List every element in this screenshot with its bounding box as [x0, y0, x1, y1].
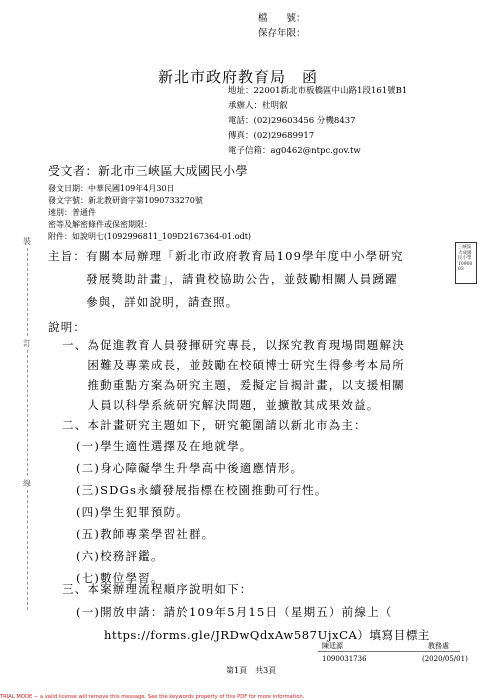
margin-mark-bind: 裝: [23, 237, 31, 246]
binding-line-upper: [27, 248, 28, 336]
contact-phone: 電話：(02)29603456 分機8437: [228, 116, 356, 126]
document-title: 新北市政府教育局 函: [158, 68, 319, 86]
apply-line-2: https://forms.gle/JRDwQdxAw587UjxCA）填寫目標主: [104, 628, 431, 642]
recipient: 受文者：新北市三峽區大成國民小學: [48, 164, 249, 178]
file-number-label: 檔 號：: [258, 13, 306, 24]
trial-mode-notice: TRIAL MODE − a valid license will remove this message. See the keywords property of this PDF for more information.: [0, 694, 305, 700]
topic-5: (五)教師專業學習社群。: [76, 527, 215, 541]
binding-line-lower: [27, 490, 28, 610]
item-one-line-2: 困難及專業成長，並鼓勵在校碩博士研究生得參考本局所: [62, 358, 405, 372]
item-two-line-1: 二、本計畫研究主題如下，研究範圍請以新北市為主：: [62, 418, 367, 432]
receipt-stamp-text: 三峽區大成國民小學1090003: [458, 245, 473, 272]
margin-mark-line: 線: [23, 479, 31, 488]
security-level: 密等及解密條件或保密期限：: [48, 220, 152, 229]
topic-2: (二)身心障礙學生升學高中後適應情形。: [76, 461, 304, 475]
contact-fax: 傳真：(02)29689917: [228, 131, 315, 141]
delivery-speed: 速別：普通件: [48, 208, 96, 217]
contact-address: 地址：22001新北市板橋區中山路1段161號B1: [228, 86, 408, 96]
item-one-line-4: 人員以科學系統研究解決問題，並擴散其成果效益。: [62, 398, 380, 412]
item-one-line-1: 一、為促進教育人員發揮研究專長，以探究教育現場問題解決: [62, 338, 405, 352]
item-three-line-1: 三、本案辦理流程順序說明如下：: [62, 582, 253, 596]
issue-date: 發文日期：中華民國109年4月30日: [48, 184, 175, 193]
attachment: 附件：如說明七(1092996811_109D2167364-01.odt): [48, 232, 252, 241]
contact-email: 電子信箱：ag0462@ntpc.gov.tw: [228, 146, 361, 156]
page-number: 第1頁 共3頁: [226, 666, 277, 675]
explanation-label: 說明：: [48, 320, 87, 334]
margin-mark-order: 訂: [23, 339, 31, 348]
footer-rule: [318, 651, 460, 652]
footer-signature-left: 陳廷源: [322, 642, 343, 650]
apply-line-1: (一)開放申請：請於109年5月15日（星期五）前線上（: [76, 605, 393, 619]
topic-6: (六)校務評鑑。: [76, 549, 164, 563]
footer-date-code: (2020/05/01): [422, 655, 468, 663]
footer-serial: 1090031736: [322, 655, 367, 663]
topic-3: (三)SDGs永續發展指標在校園推動可行性。: [76, 483, 328, 497]
item-one-line-3: 推動重點方案為研究主題，爰擬定旨揭計畫，以支援相關: [62, 378, 405, 392]
receipt-stamp: [455, 242, 477, 284]
topic-1: (一)學生適性選擇及在地就學。: [76, 439, 253, 453]
topic-7: (七)數位學習。: [76, 571, 164, 585]
retention-period-label: 保存年限：: [258, 28, 306, 39]
subject-line-1: 主旨：有關本局辦理「新北市政府教育局109學年度中小學研究: [48, 249, 404, 263]
issue-number: 發文字號：新北教研資字第1090733270號: [48, 196, 203, 205]
subject-line-2: 發展獎助計畫」，請貴校協助公告，並鼓勵相關人員踴躍: [48, 272, 398, 286]
subject-line-3: 參與，詳如說明，請查照。: [48, 295, 239, 309]
binding-line-middle: [27, 350, 28, 476]
topic-4: (四)學生犯罪預防。: [76, 505, 189, 519]
contact-handler: 承辦人：杜明叡: [228, 101, 288, 111]
footer-signature-right: 教務處: [428, 642, 449, 650]
